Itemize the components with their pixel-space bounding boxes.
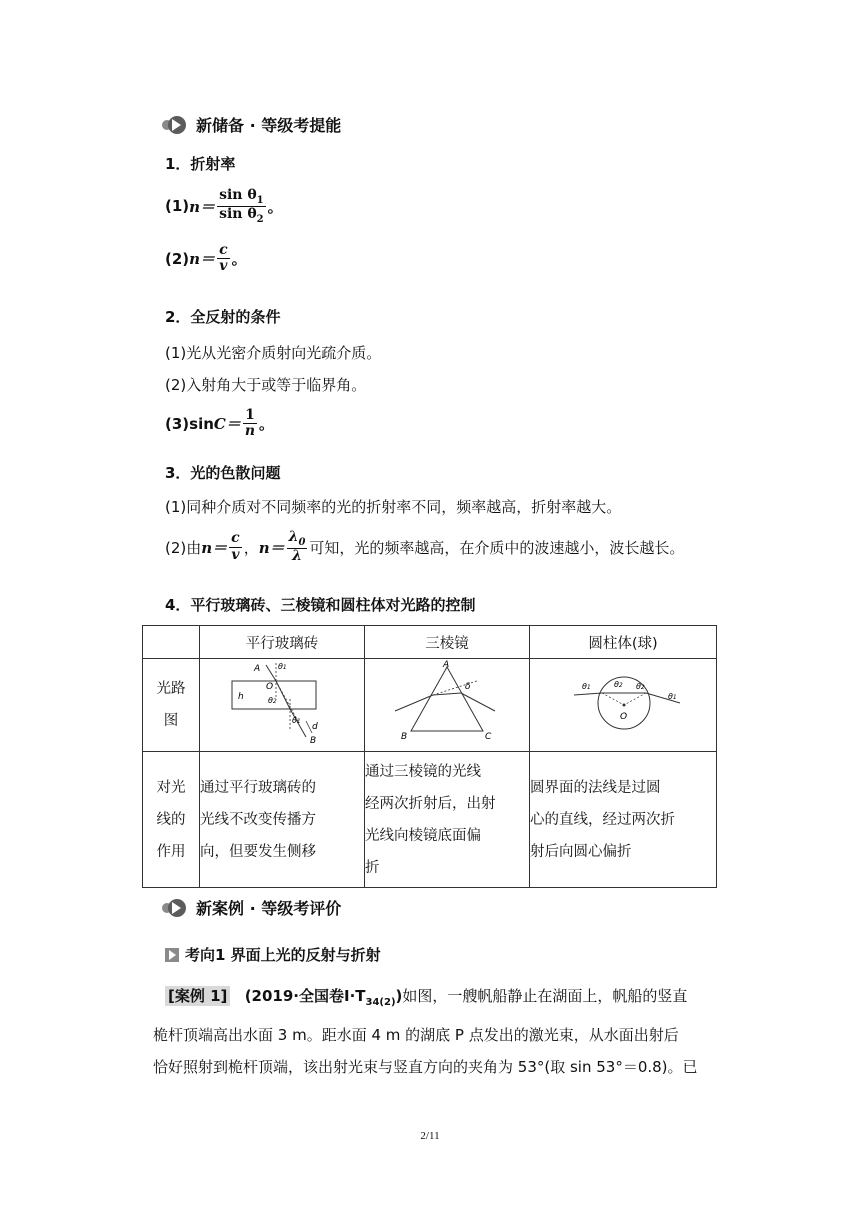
diagram-prism (365, 659, 530, 752)
case-source: (2019·全国卷$Ⅰ\cdot T_{34(2)}$) (244, 987, 403, 1008)
heading-dispersion: 3．光的色散问题 (165, 464, 281, 482)
condition-3: (3)sin C＝ $\frac{1}{n}$ 。 (165, 407, 275, 440)
cylinder-diagram (530, 659, 716, 747)
svg-text:δ: δ (465, 682, 471, 692)
case-tag: [案例 1] (165, 986, 230, 1006)
heading-refractive-index: 1．折射率 (165, 155, 236, 173)
fraction-1-n: $\frac{1}{n}$ (244, 407, 256, 440)
header-parallel-glass: 平行玻璃砖 (200, 626, 365, 659)
svg-text:θ2: θ2 (268, 696, 277, 705)
table-row-diagram (143, 659, 717, 752)
svg-text:θ1: θ1 (292, 716, 301, 725)
formula-1: (1) n＝ $\frac{\sin \theta_1}{\sin \theta_2}$ 。 (165, 187, 283, 225)
svg-text:B: B (310, 736, 317, 746)
condition-2: (2)入射角大于或等于临界角。 (165, 376, 367, 394)
header-cylinder: 圆柱体(球) (530, 626, 717, 659)
condition-1: (1)光从光密介质射向光疏介质。 (165, 344, 382, 362)
svg-text:θ1: θ1 (582, 682, 591, 691)
section-title: 新案例 · 等级考评价 (196, 899, 342, 918)
table-corner-cell (143, 626, 200, 659)
svg-text:θ2: θ2 (614, 680, 623, 689)
svg-text:θ1: θ1 (668, 692, 677, 701)
diagram-parallel-glass (200, 659, 365, 752)
case-line-1: [案例 1] (2019·全国卷$Ⅰ\cdot T_{34(2)}$)如图，一艘帆船静止在湖面上，帆船的竖直 (165, 980, 735, 1019)
case-paragraph (153, 980, 735, 1083)
svg-text:θ2: θ2 (636, 682, 645, 691)
row-label-diagram: 光路 图 (143, 659, 200, 752)
svg-text:B: B (401, 732, 408, 742)
prism-diagram (365, 659, 529, 747)
fraction-c-v-2: $\frac{c}{v}$ (231, 530, 240, 563)
sub-heading-1: 考向1 界面上光的反射与折射 (165, 944, 381, 965)
fraction-lambda: $\frac{\lambda_0}{\lambda}$ (288, 529, 306, 564)
comparison-table (142, 625, 717, 888)
header-prism: 三棱镜 (365, 626, 530, 659)
svg-text:O: O (266, 682, 274, 692)
page-number: 2/11 (420, 1130, 440, 1142)
svg-text:θ1: θ1 (278, 662, 287, 671)
parallel-glass-diagram (200, 659, 364, 747)
row-label-effect: 对光 线的 作用 (143, 752, 200, 888)
fraction-c-v: $\frac{c}{v}$ (219, 242, 228, 275)
heading-total-reflection: 2．全反射的条件 (165, 308, 281, 326)
sub-play-icon (165, 948, 179, 962)
svg-text:A: A (443, 660, 450, 670)
dispersion-2: (2)由 n＝ $\frac{c}{v}$ ， n＝ $\frac{\lambda_0}{\lambda}$ 可知，光的频率越高，在介质中的波速越小，波长越长。 (165, 529, 685, 564)
section-play-icon (168, 899, 186, 917)
fraction-sin: $\frac{\sin \theta_1}{\sin \theta_2}$ (219, 187, 264, 225)
table-header-row (143, 626, 717, 659)
effect-cylinder: 圆界面的法线是过圆 心的直线，经过两次折 射后向圆心偏折 (530, 752, 717, 888)
effect-prism: 通过三棱镜的光线 经两次折射后，出射 光线向棱镜底面偏 折 (365, 752, 530, 888)
table-row-effect (143, 752, 717, 888)
section-play-icon (168, 116, 186, 134)
diagram-cylinder (530, 659, 717, 752)
svg-text:h: h (238, 692, 244, 702)
formula-2: (2) n＝ $\frac{c}{v}$ 。 (165, 242, 247, 275)
svg-text:O: O (620, 712, 628, 722)
svg-text:d: d (312, 722, 318, 732)
section-heading-2 (168, 896, 341, 919)
svg-text:A: A (254, 664, 261, 674)
dispersion-1: (1)同种介质对不同频率的光的折射率不同，频率越高，折射率越大。 (165, 498, 622, 516)
section-title: 新储备 · 等级考提能 (196, 116, 342, 135)
case-line-3: 恰好照射到桅杆顶端，该出射光束与竖直方向的夹角为 53°(取 sin 53°＝0.8)。已 (153, 1058, 698, 1076)
effect-parallel-glass: 通过平行玻璃砖的 光线不改变传播方 向，但要发生侧移 (200, 752, 365, 888)
svg-text:C: C (485, 732, 492, 742)
heading-light-path-control: 4．平行玻璃砖、三棱镜和圆柱体对光路的控制 (165, 596, 476, 614)
section-heading-1 (168, 113, 341, 136)
case-line-2: 桅杆顶端高出水面 3 m。距水面 4 m 的湖底 P 点发出的激光束，从水面出射后 (153, 1026, 679, 1044)
